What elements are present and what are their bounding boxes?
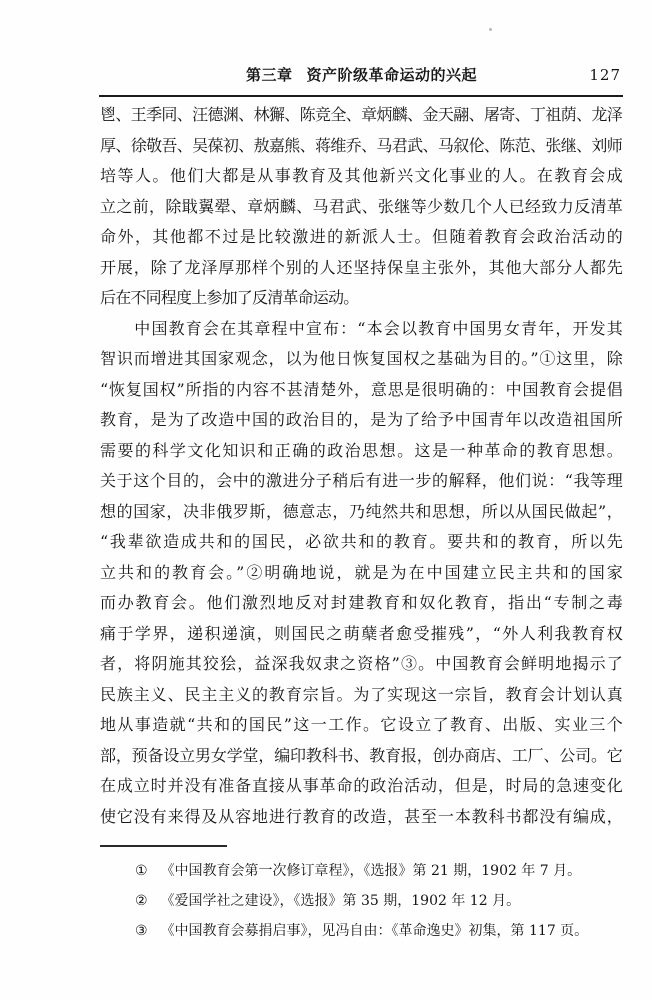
footnote-separator xyxy=(100,845,227,847)
footnote-item xyxy=(100,916,622,946)
body-line: 民族主义、民主主义的教育宗旨。为了实现这一宗旨，教育会计划认真 xyxy=(100,684,622,704)
body-line: 立共和的教育会。”②明确地说，就是为在中国建立民主共和的国家 xyxy=(100,562,622,582)
body-line: 中国教育会在其章程中宣布：“本会以教育中国男女青年，开发其 xyxy=(100,318,622,338)
body-line: 命外，其他都不过是比较激进的新派人士。但随着教育会政治活动的 xyxy=(100,227,622,246)
running-header xyxy=(100,63,623,87)
body-line: 想的国家，决非俄罗斯，德意志，乃纯然共和思想，所以从国民做起”， xyxy=(100,501,622,521)
footnote-item xyxy=(100,856,622,886)
body-line: 鬯、王季同、汪德渊、林獬、陈竞全、章炳麟、金天翮、屠寄、丁祖荫、龙泽 xyxy=(100,105,622,124)
chapter-label: 第三章 xyxy=(245,66,293,84)
page-number: 127 xyxy=(589,66,621,84)
body-line: 者，将阴施其狡狯，益深我奴隶之资格”③。中国教育会鲜明地揭示了 xyxy=(100,654,622,673)
body-line: 而办教育会。他们激烈地反对封建教育和奴化教育，指出“专制之毒 xyxy=(100,593,622,612)
body-line: 地从事造就“共和的国民”这一工作。它设立了教育、出版、实业三个 xyxy=(100,715,622,734)
body-line: 培等人。他们大都是从事教育及其他新兴文化事业的人。在教育会成 xyxy=(100,166,622,185)
body-line: 关于这个目的，会中的激进分子稍后有进一步的解释，他们说：“我等理 xyxy=(100,471,622,490)
body-line: “恢复国权”所指的内容不甚清楚外，意思是很明确的：中国教育会提倡 xyxy=(100,379,622,399)
body-line: 需要的科学文化知识和正确的政治思想。这是一种革命的教育思想。 xyxy=(100,440,622,460)
body-line: 部，预备设立男女学堂，编印教科书、教育报，创办商店、工厂、公司。它 xyxy=(100,745,622,765)
footnote-text: 《爱国学社之建设》，《选报》第 35 期，1902 年 12 月。 xyxy=(160,893,521,909)
body-line: 厚、徐敬吾、吴葆初、敖嘉熊、蒋维乔、马君武、马叙伦、陈范、张继、刘师 xyxy=(100,135,622,155)
footnote-marker: ② xyxy=(135,893,148,909)
body-line: 使它没有来得及从容地进行教育的改造，甚至一本教科书都没有编成， xyxy=(100,806,622,826)
footnote-text: 《中国教育会第一次修订章程》，《选报》第 21 期，1902 年 7 月。 xyxy=(160,863,582,879)
body-line: 开展，除了龙泽厚那样个别的人还坚持保皇主张外，其他大部分人都先 xyxy=(100,257,622,277)
body-line: 痛于学界，递积递演，则国民之萌蘖者愈受摧残”，“外人利我教育权 xyxy=(100,623,622,643)
header-title xyxy=(100,63,623,87)
body-line: 后在不同程度上参加了反清革命运动。 xyxy=(100,288,359,307)
body-line: 在成立时并没有准备直接从事革命的政治活动，但是，时局的急速变化 xyxy=(100,776,622,795)
footnotes xyxy=(100,856,622,946)
footnote-marker: ③ xyxy=(135,923,148,939)
body-text xyxy=(100,100,622,832)
footnote-item xyxy=(100,886,622,916)
body-line: 立之前，除戢翼翚、章炳麟、马君武、张继等少数几个人已经致力反清革 xyxy=(100,196,622,216)
footnote-marker: ① xyxy=(135,863,148,879)
chapter-title: 资产阶级革命运动的兴起 xyxy=(306,66,478,84)
scan-artifact-dot xyxy=(489,28,492,31)
footnote-text: 《中国教育会募捐启事》，见冯自由：《革命逸史》初集，第 117 页。 xyxy=(160,923,589,939)
body-line: 智识而增进其国家观念，以为他日恢复国权之基础为目的。”①这里，除 xyxy=(100,349,622,368)
header-rule xyxy=(99,95,623,97)
body-line: 教育，是为了改造中国的政治目的，是为了给予中国青年以改造祖国所 xyxy=(100,410,622,429)
body-line: “我辈欲造成共和的国民，必欲共和的教育。要共和的教育，所以先 xyxy=(100,532,622,551)
